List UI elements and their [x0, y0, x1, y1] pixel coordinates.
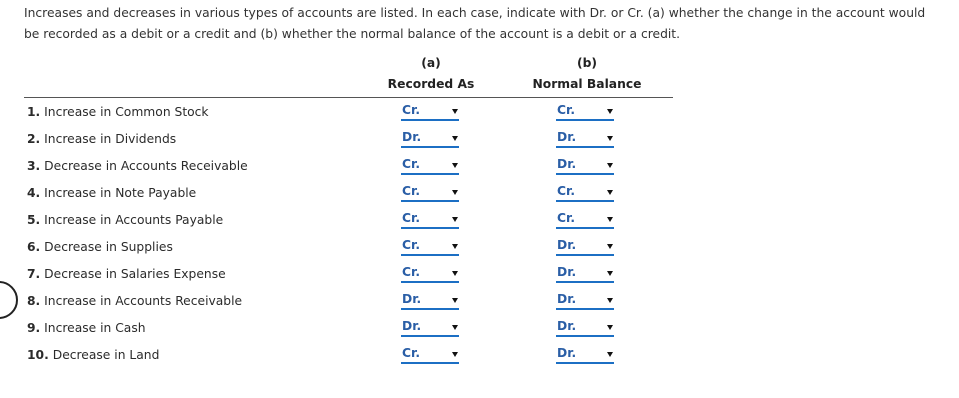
normal-balance-dropdown[interactable] — [556, 320, 614, 337]
instructions-text: Increases and decreases in various types of accounts are listed. In each case, indicate with Dr. or Cr. (a) whether the change in the account would be recorded as a debit or a credit and (b) whether the normal balance of the account is a debit or a credit. — [24, 6, 926, 41]
row-label — [27, 180, 196, 207]
recorded-as-value: Dr. — [402, 292, 422, 306]
normal-balance-value: Cr. — [557, 103, 576, 117]
row-text: Increase in Dividends — [44, 132, 177, 146]
recorded-as-dropdown[interactable] — [401, 185, 459, 202]
dropdown-arrow-icon — [452, 217, 458, 222]
row-text: Decrease in Accounts Receivable — [44, 159, 248, 173]
normal-balance-value: Dr. — [557, 130, 577, 144]
row-number: 7. — [27, 267, 41, 281]
recorded-as-value: Cr. — [402, 157, 421, 171]
row-text: Decrease in Salaries Expense — [44, 267, 226, 281]
recorded-as-value: Cr. — [402, 103, 421, 117]
row-text: Decrease in Supplies — [44, 240, 173, 254]
row-number: 6. — [27, 240, 41, 254]
account-row — [0, 342, 700, 369]
recorded-as-value: Cr. — [402, 265, 421, 279]
row-label — [27, 153, 248, 180]
column-b-header — [521, 56, 653, 91]
recorded-as-dropdown[interactable] — [401, 158, 459, 175]
header-divider — [24, 97, 673, 98]
normal-balance-value: Dr. — [557, 319, 577, 333]
recorded-as-value: Cr. — [402, 238, 421, 252]
row-number: 4. — [27, 186, 41, 200]
dropdown-arrow-icon — [452, 244, 458, 249]
account-row — [0, 315, 700, 342]
normal-balance-dropdown[interactable] — [556, 158, 614, 175]
normal-balance-value: Dr. — [557, 292, 577, 306]
dropdown-arrow-icon — [452, 325, 458, 330]
dropdown-arrow-icon — [607, 163, 613, 168]
recorded-as-value: Cr. — [402, 346, 421, 360]
account-row — [0, 261, 700, 288]
row-number: 9. — [27, 321, 41, 335]
normal-balance-value: Dr. — [557, 346, 577, 360]
column-b-letter: (b) — [576, 56, 598, 70]
recorded-as-value: Dr. — [402, 130, 422, 144]
normal-balance-value: Dr. — [557, 238, 577, 252]
row-number: 10. — [27, 348, 49, 362]
dropdown-arrow-icon — [607, 352, 613, 357]
normal-balance-value: Cr. — [557, 184, 576, 198]
row-text: Increase in Accounts Receivable — [44, 294, 243, 308]
account-row — [0, 234, 700, 261]
normal-balance-dropdown[interactable] — [556, 347, 614, 364]
row-text: Decrease in Land — [52, 348, 160, 362]
column-b-title: Normal Balance — [532, 77, 642, 91]
row-label — [27, 126, 176, 153]
dropdown-arrow-icon — [607, 109, 613, 114]
recorded-as-value: Cr. — [402, 184, 421, 198]
dropdown-arrow-icon — [607, 217, 613, 222]
row-text: Increase in Accounts Payable — [44, 213, 224, 227]
row-number: 8. — [27, 294, 41, 308]
recorded-as-value: Cr. — [402, 211, 421, 225]
row-label — [27, 234, 173, 261]
row-label — [27, 288, 242, 315]
dropdown-arrow-icon — [607, 271, 613, 276]
row-text: Increase in Note Payable — [44, 186, 197, 200]
recorded-as-dropdown[interactable] — [401, 320, 459, 337]
dropdown-arrow-icon — [452, 190, 458, 195]
recorded-as-dropdown[interactable] — [401, 293, 459, 310]
dropdown-arrow-icon — [452, 298, 458, 303]
dropdown-arrow-icon — [452, 163, 458, 168]
row-text: Increase in Common Stock — [44, 105, 209, 119]
account-row — [0, 99, 700, 126]
row-label — [27, 342, 159, 369]
account-row — [0, 207, 700, 234]
dropdown-arrow-icon — [607, 136, 613, 141]
normal-balance-dropdown[interactable] — [556, 212, 614, 229]
dropdown-arrow-icon — [452, 271, 458, 276]
column-a-header — [371, 56, 491, 91]
row-label — [27, 261, 226, 288]
account-row — [0, 288, 700, 315]
row-label — [27, 207, 223, 234]
dropdown-arrow-icon — [452, 352, 458, 357]
column-a-letter: (a) — [421, 56, 441, 70]
row-number: 2. — [27, 132, 41, 146]
normal-balance-dropdown[interactable] — [556, 104, 614, 121]
row-label — [27, 315, 146, 342]
row-text: Increase in Cash — [44, 321, 146, 335]
normal-balance-dropdown[interactable] — [556, 293, 614, 310]
normal-balance-value: Cr. — [557, 211, 576, 225]
dropdown-arrow-icon — [607, 325, 613, 330]
normal-balance-value: Dr. — [557, 265, 577, 279]
normal-balance-dropdown[interactable] — [556, 239, 614, 256]
normal-balance-dropdown[interactable] — [556, 266, 614, 283]
recorded-as-dropdown[interactable] — [401, 131, 459, 148]
normal-balance-value: Dr. — [557, 157, 577, 171]
normal-balance-dropdown[interactable] — [556, 131, 614, 148]
dropdown-arrow-icon — [452, 136, 458, 141]
row-label — [27, 99, 209, 126]
row-number: 5. — [27, 213, 41, 227]
recorded-as-dropdown[interactable] — [401, 266, 459, 283]
account-row — [0, 180, 700, 207]
normal-balance-dropdown[interactable] — [556, 185, 614, 202]
recorded-as-dropdown[interactable] — [401, 239, 459, 256]
recorded-as-value: Dr. — [402, 319, 422, 333]
dropdown-arrow-icon — [607, 298, 613, 303]
row-number: 1. — [27, 105, 41, 119]
account-row — [0, 153, 700, 180]
row-number: 3. — [27, 159, 41, 173]
recorded-as-dropdown[interactable] — [401, 347, 459, 364]
dropdown-arrow-icon — [452, 109, 458, 114]
recorded-as-dropdown[interactable] — [401, 212, 459, 229]
recorded-as-dropdown[interactable] — [401, 104, 459, 121]
column-a-title: Recorded As — [387, 77, 475, 91]
account-row — [0, 126, 700, 153]
dropdown-arrow-icon — [607, 244, 613, 249]
dropdown-arrow-icon — [607, 190, 613, 195]
